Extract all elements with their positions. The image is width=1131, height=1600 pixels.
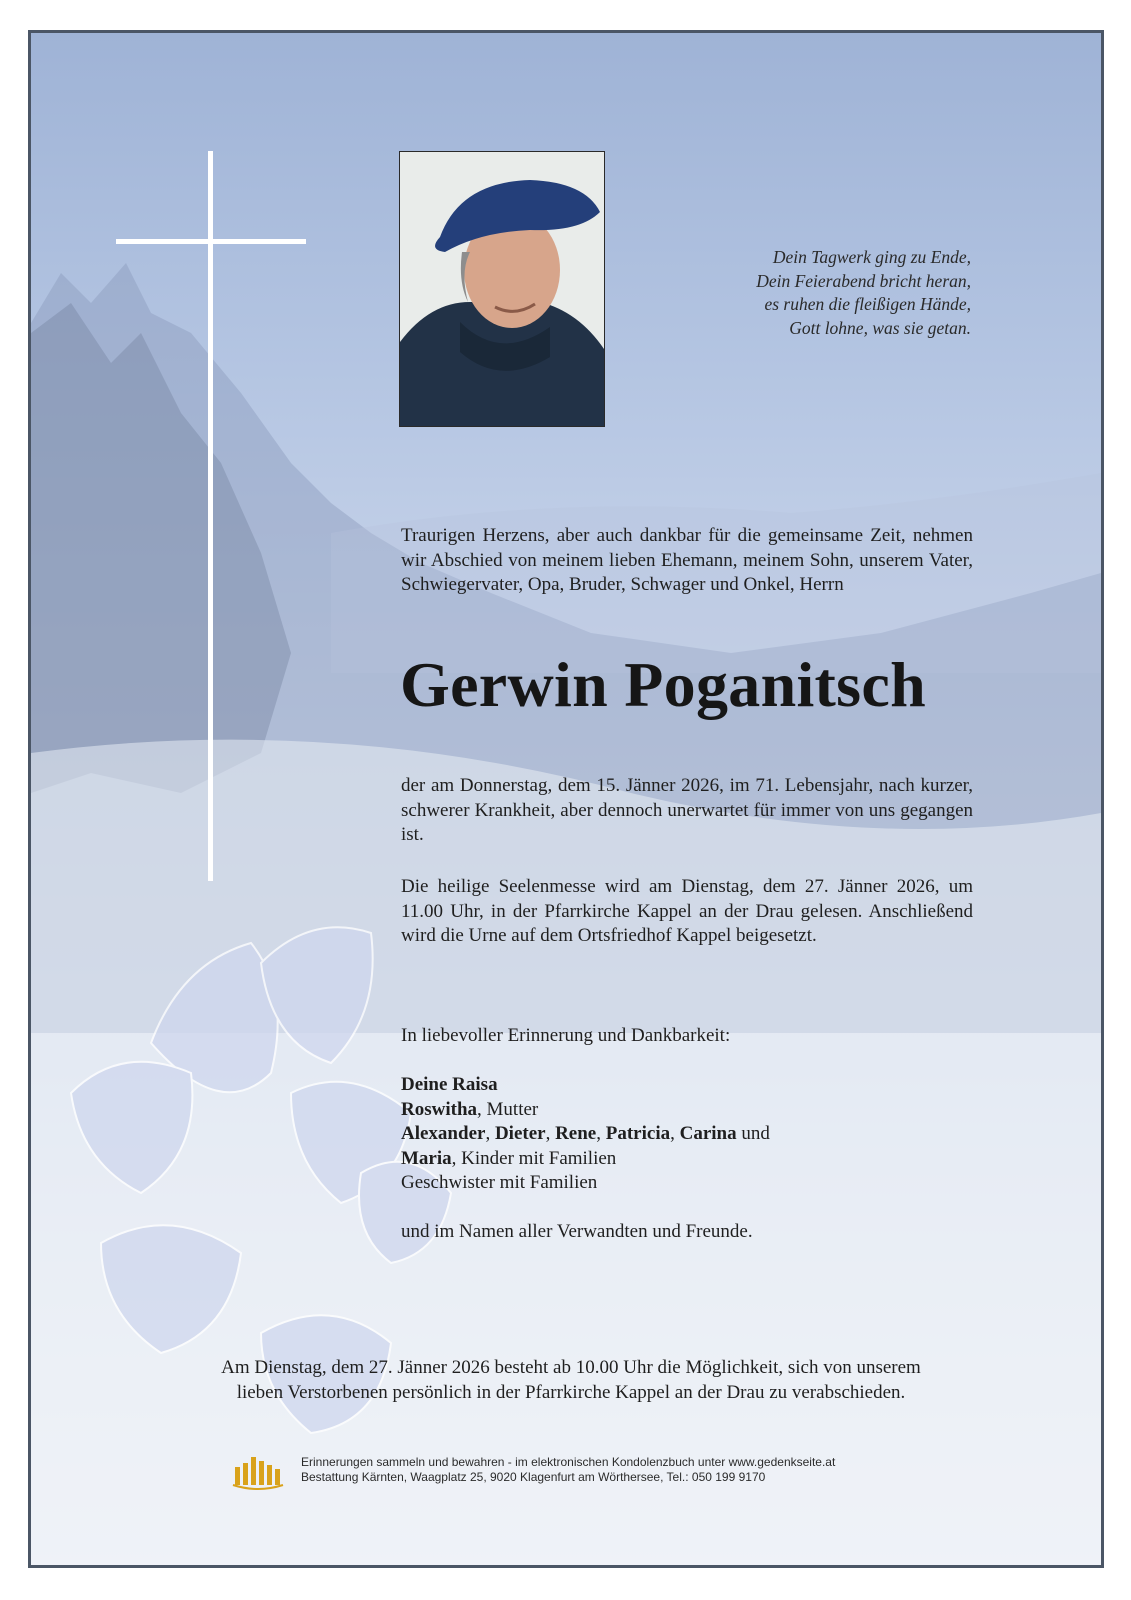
conjunction: und [736,1123,770,1144]
separator: , [670,1123,680,1144]
family-line [401,1147,973,1172]
cross-vertical-beam [208,151,213,881]
mother-role: , Mutter [477,1098,539,1120]
mother-name: Roswitha [401,1098,478,1120]
wife-name: Deine Raisa [401,1074,498,1095]
farewell-line: Am Dienstag, dem 27. Jänner 2026 besteht ab 10.00 Uhr die Möglichkeit, sich von unserem [221,1357,921,1378]
poem-line: es ruhen die fleißigen Hände, [764,294,971,314]
closing-line: und im Namen aller Verwandten und Freunde. [401,1221,753,1242]
footer-text [301,1455,921,1485]
footer-line: Bestattung Kärnten, Waagplatz 25, 9020 Klagenfurt am Wörthersee, Tel.: 050 199 9170 [301,1470,766,1484]
remembrance-line: In liebevoller Erinnerung und Dankbarkeit: [401,1025,731,1046]
portrait-photo [399,151,605,427]
poem [671,246,971,340]
portrait-illustration [400,152,605,427]
mass-notice: Die heilige Seelenmesse wird am Dienstag, dem 27. Jänner 2026, um 11.00 Uhr, in der Pfarrkirche Kappel an der Drau gelesen. Anschließend wird die Urne auf dem Ortsfriedhof Kappel beigesetzt. [401,876,973,946]
separator: , [545,1123,556,1144]
cross-horizontal-beam [116,239,306,244]
death-notice: der am Donnerstag, dem 15. Jänner 2026, im 71. Lebensjahr, nach kurzer, schwerer Krankheit, aber dennoch unerwartet für immer von uns gegangen ist. [401,775,973,845]
rock-face [31,303,291,793]
farewell-line: lieben Verstorbenen persönlich in der Pfarrkirche Kappel an der Drau zu verabschieden. [236,1382,906,1403]
family-line [401,1073,973,1098]
obituary-card [28,30,1104,1568]
separator: , [485,1123,495,1144]
deceased-name: Gerwin Poganitsch [400,649,926,720]
poem-line: Dein Tagwerk ging zu Ende, [772,247,971,267]
bestattung-logo-icon [231,1451,285,1491]
child-name: Dieter [494,1123,546,1144]
family-line [401,1122,973,1147]
footer [231,1451,911,1493]
poem-line: Dein Feierabend bricht heran, [756,270,971,291]
family-list [401,1073,973,1196]
family-line: Geschwister mit Familien [401,1172,598,1193]
poem-line: Gott lohne, was sie getan. [789,317,971,338]
child-name: Maria [401,1147,452,1169]
child-name: Rene [555,1123,597,1144]
footer-line: Erinnerungen sammeln und bewahren - im elektronischen Kondolenzbuch unter www.gedenkseite.at [301,1455,836,1469]
farewell-notice [91,1355,1051,1405]
child-name: Alexander [401,1123,486,1144]
separator: , [596,1123,606,1144]
child-name: Patricia [605,1123,671,1144]
intro-text: Traurigen Herzens, aber auch dankbar für die gemeinsame Zeit, nehmen wir Abschied von meinem lieben Ehemann, meinem Sohn, unserem Vater, Schwiegervater, Opa, Bruder, Schwager und Onkel, Herrn [401,525,973,595]
family-line [401,1098,973,1123]
children-role: , Kinder mit Familien [451,1147,617,1169]
child-name: Carina [679,1123,737,1144]
